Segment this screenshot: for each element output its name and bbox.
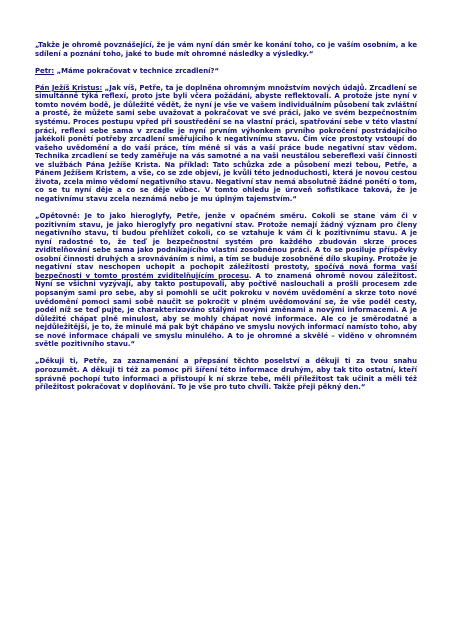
question-text: „Máme pokračovat v technice zrcadlení?“ <box>54 66 219 75</box>
paragraph-thanks: „Děkuji ti, Petře, za zaznamenání a přepsání těchto poselství a děkuji ti za tvou snahu porozumět. A děkuji ti též za pomoc při šíření této informace druhým, aby tak tito ostatní, kteří správně pochopí tuto informaci a přistoupí k ní skrze tebe, měli příležitost tak učinit a měli též příležitost pokračovat v doplňování. To je vše pro tuto chvíli. Takže přeji pěkný den.“ <box>35 357 417 392</box>
answer-text: „Jak víš, Petře, ta je doplněna ohromným množstvím nových údajů. Zrcadlení se simultánně týká reflexí, proto jste byli včera požádáni, abyste reflektovali. A protože jste nyní v tomto novém bodě, je důležité vědět, že nyní je vše ve vašem individuálním působení tak zvláštní a prosté, že můžete sami sebe uvažovat a pokračovat ve své práci, jako ve svém bezpečnostním systému. Proces postupu vpřed při soustředění se na vlastní práci, spatřování sebe v této vlastní práci, reflexi sebe sama v zrcadle je nyní prvním výhonkem prvního pokročení postrádajícího jakékoli ponětí potřeby zrcadlení směřujícího k negativnímu stavu. Čím více prostoty vstoupí do vašeho uvědomění a do vaší práce, tím méně si vás a vaší práce bude negativní stav vědom. Technika zrcadlení se tedy zaměřuje na vás samotné a na vaši neustálou sebereflexi vaší činnosti ve službách Pána Ježíše Krista. Na příklad: Tato schůzka zde a působení mezi tebou, Petře, a Pánem Ježíšem Kristem, a vše, co se zde objeví, je kvůli této jednoduchosti, která je novou cestou života, zcela mimo vědomí negativního stavu. Negativní stav nemá absolutně žádné ponětí o tom, co se tu nyní děje a co se děje vůbec. V tomto ohledu je úroveň sofistikace taková, že je negativnímu stavu zcela neznámá nebo je mu úplným tajemstvím.“ <box>35 83 417 203</box>
paragraph-question <box>35 67 417 76</box>
paragraph-hieroglyphs <box>35 212 417 349</box>
speaker-petr: Petr: <box>35 66 55 75</box>
hieroglyphs-text-start: „Opětovně: Je to jako hieroglyfy, Petře, jenže v opačném směru. Cokoli se stane vám či v pozitivním stavu, je jako hieroglyfy pro negativní stav. Protože nemají žádný význam pro členy negativního stavu, ti budou přehlížet cokoli, co se vztahuje k vám či k pozitivnímu stavu. A je nyní radostné to, že teď je bezpečnostní systém pro každého zbudován skrze proces zviditelňování sebe sama jako podnikajícího vlastní zosobněnou práci. A to se posiluje příspěvky osobní činnosti druhých a srovnáváním s nimi, a tím se buduje zosobněné dílo skupiny. Protože je negativní stav neschopen uchopit a pochopit záležitosti prostoty, <box>35 212 417 272</box>
hieroglyphs-text-end: . A to znamená ohromě novou záležitost. Nyní se všichni vyzývají, aby takto postupovali, aby počtivě naslouchali a prošli procesem zde popsaným sami pro sebe, aby si pomohli se učit pokroku v novém uvědomění a skrze toto nové uvědomění pomoci sami sobě naučit se pokročit v plném uvědomování se, že vše podél cesty, podél níž se teď pujte, je charakterizováno stálými novými změnami a novými informacemi. A je důležité chápat plně minulost, aby se mohly chápat nové informace. Ale co je směrodatné a nejdůležitější, je to, že minulé má pak být chápáno ve smyslu nových informací namísto toho, aby se nové informace chápali ve smyslu minulého. A to je ohromné a skvělé – viděno v ohromném světle pozitivního stavu.“ <box>35 271 418 349</box>
speaker-jesus: Pán Ježíš Kristus: <box>35 83 103 92</box>
paragraph-intro: „Takže je ohromě povznášející, že je vám nyní dán směr ke konání toho, co je vaším osobním, a ke sdílení a poznání toho, jaké to bude mít ohromné následky a výsledky.“ <box>35 41 417 58</box>
hieroglyphs-underlined-text: spočívá nová forma vaší bezpečnosti v tomto prostém zviditelňujícím procesu <box>35 263 417 280</box>
paragraph-answer <box>35 84 417 204</box>
